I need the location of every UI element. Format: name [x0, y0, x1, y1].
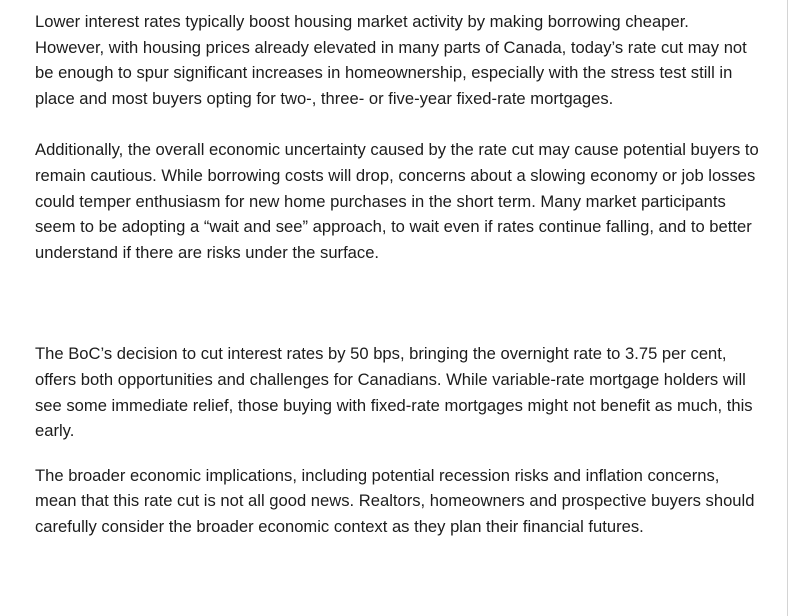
- article-paragraph: Lower interest rates typically boost housing market activity by making borrowing cheaper. However, with housing prices already elevated in many parts of Canada, today’s rate cut may not be enough to spur significant increases in homeownership, especially with the stress test still in place and most buyers opting for two-, three- or five-year fixed-rate mortgages.: [35, 12, 747, 108]
- article-paragraph: The broader economic implications, including potential recession risks and inflation concerns, mean that this rate cut is not all good news. Realtors, homeowners and prospective buyers should carefully consider the broader economic context as they plan their financial futures.: [35, 465, 755, 536]
- article-paragraph: Additionally, the overall economic uncertainty caused by the rate cut may cause potential buyers to remain cautious. While borrowing costs will drop, concerns about a slowing economy or job losses could temper enthusiasm for new home purchases in the short term. Many market participants seem to be adopting a “wait and see” approach, to wait even if rates continue falling, and to better understand if there are risks under the surface.: [35, 140, 759, 262]
- article-body: [35, 9, 760, 540]
- article-paragraph: The BoC’s decision to cut interest rates by 50 bps, bringing the overnight rate to 3.75 per cent, offers both opportunities and challenges for Canadians. While variable-rate mortgage holders will see some immediate relief, those buying with fixed-rate mortgages might not benefit as much, this early.: [35, 344, 753, 441]
